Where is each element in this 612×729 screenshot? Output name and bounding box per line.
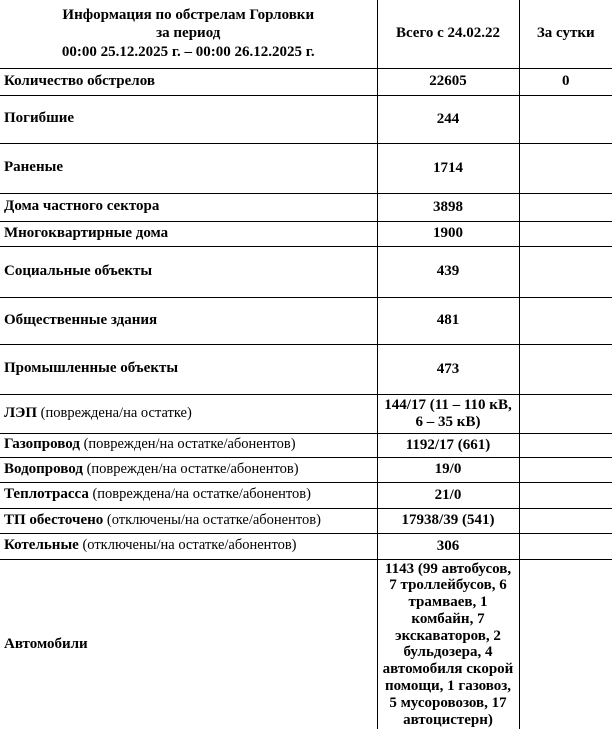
row-daily-cell bbox=[519, 457, 612, 482]
table-row bbox=[0, 95, 612, 143]
row-label: Количество обстрелов bbox=[4, 72, 155, 89]
column-header-daily: За сутки bbox=[519, 0, 612, 68]
row-total-cell: 1714 bbox=[377, 143, 519, 193]
row-label-cell bbox=[0, 433, 377, 457]
table-row bbox=[0, 193, 612, 221]
title-line-1: Информация по обстрелам Горловки bbox=[62, 6, 315, 23]
table-row bbox=[0, 559, 612, 729]
table-row bbox=[0, 457, 612, 482]
row-label: ЛЭП bbox=[4, 404, 38, 421]
row-daily-cell bbox=[519, 559, 612, 729]
row-label: Социальные объекты bbox=[4, 262, 153, 279]
row-total-cell: 144/17 (11 – 110 кВ, 6 – 35 кВ) bbox=[377, 394, 519, 433]
row-total-cell: 3898 bbox=[377, 193, 519, 221]
row-daily-cell bbox=[519, 394, 612, 433]
table-row bbox=[0, 508, 612, 533]
row-label: Газопровод bbox=[4, 436, 80, 453]
row-label-cell bbox=[0, 297, 377, 344]
column-header-total: Всего с 24.02.22 bbox=[377, 0, 519, 68]
row-label-cell bbox=[0, 508, 377, 533]
row-total-cell: 439 bbox=[377, 246, 519, 297]
row-daily-cell: 0 bbox=[519, 68, 612, 95]
row-daily-cell bbox=[519, 508, 612, 533]
row-label-cell bbox=[0, 344, 377, 394]
row-label-cell bbox=[0, 221, 377, 246]
row-daily-cell bbox=[519, 95, 612, 143]
table-row bbox=[0, 68, 612, 95]
row-total-cell: 244 bbox=[377, 95, 519, 143]
row-label: Теплотрасса bbox=[4, 486, 89, 503]
row-label-cell bbox=[0, 246, 377, 297]
row-label: Погибшие bbox=[4, 110, 75, 127]
table-row bbox=[0, 482, 612, 508]
row-total-cell: 1900 bbox=[377, 221, 519, 246]
row-label-cell bbox=[0, 193, 377, 221]
row-label-cell bbox=[0, 457, 377, 482]
table-row bbox=[0, 394, 612, 433]
title-line-3: 00:00 25.12.2025 г. – 00:00 26.12.2025 г. bbox=[61, 44, 315, 61]
row-total-cell: 22605 bbox=[377, 68, 519, 95]
row-total-cell: 481 bbox=[377, 297, 519, 344]
row-label-cell bbox=[0, 394, 377, 433]
row-total-cell: 306 bbox=[377, 533, 519, 559]
row-label: Раненые bbox=[4, 159, 63, 176]
row-daily-cell bbox=[519, 482, 612, 508]
row-label-note: (поврежден/на остатке/абонентов) bbox=[79, 436, 296, 453]
row-total-cell: 17938/39 (541) bbox=[377, 508, 519, 533]
row-daily-cell bbox=[519, 246, 612, 297]
table-row bbox=[0, 533, 612, 559]
row-daily-cell bbox=[519, 193, 612, 221]
row-label-note: (отключены/на остатке/абонентов) bbox=[103, 511, 321, 528]
row-total-cell: 1192/17 (661) bbox=[377, 433, 519, 457]
title-line-2: за период bbox=[156, 25, 221, 42]
row-daily-cell bbox=[519, 297, 612, 344]
table-row bbox=[0, 246, 612, 297]
row-label-cell bbox=[0, 95, 377, 143]
row-label: Многоквартирные дома bbox=[4, 224, 169, 241]
row-label: Промышленные объекты bbox=[4, 360, 179, 377]
table-row bbox=[0, 433, 612, 457]
row-label-note: (повреждена/на остатке) bbox=[37, 404, 192, 421]
row-label-cell bbox=[0, 559, 377, 729]
row-daily-cell bbox=[519, 533, 612, 559]
row-label-cell bbox=[0, 482, 377, 508]
header-row bbox=[0, 0, 612, 68]
row-label-note: (повреждена/на остатке/абонентов) bbox=[88, 486, 311, 503]
row-daily-cell bbox=[519, 433, 612, 457]
row-label: Водопровод bbox=[4, 460, 83, 477]
row-label: Общественные здания bbox=[4, 311, 158, 328]
row-daily-cell bbox=[519, 344, 612, 394]
row-label: Котельные bbox=[4, 537, 79, 554]
row-total-cell: 1143 (99 автобусов, 7 троллейбусов, 6 трамваев, 1 комбайн, 7 экскаваторов, 2 бульдозера, 4 автомобиля скорой помощи, 1 газовоз, 5 мусоровозов, 17 автоцистерн) bbox=[377, 559, 519, 729]
row-label-note: (поврежден/на остатке/абонентов) bbox=[82, 460, 299, 477]
row-label-note: (отключены/на остатке/абонентов) bbox=[78, 537, 297, 554]
table-row bbox=[0, 143, 612, 193]
table-row bbox=[0, 344, 612, 394]
row-label-cell bbox=[0, 533, 377, 559]
row-total-cell: 21/0 bbox=[377, 482, 519, 508]
row-label: Дома частного сектора bbox=[4, 198, 160, 215]
table-row bbox=[0, 297, 612, 344]
row-label-cell bbox=[0, 143, 377, 193]
row-label: Автомобили bbox=[4, 635, 88, 652]
row-total-cell: 19/0 bbox=[377, 457, 519, 482]
table-title bbox=[0, 0, 377, 68]
row-daily-cell bbox=[519, 221, 612, 246]
table-row bbox=[0, 221, 612, 246]
row-label-cell bbox=[0, 68, 377, 95]
row-label: ТП обесточено bbox=[4, 511, 104, 528]
row-total-cell: 473 bbox=[377, 344, 519, 394]
row-daily-cell bbox=[519, 143, 612, 193]
